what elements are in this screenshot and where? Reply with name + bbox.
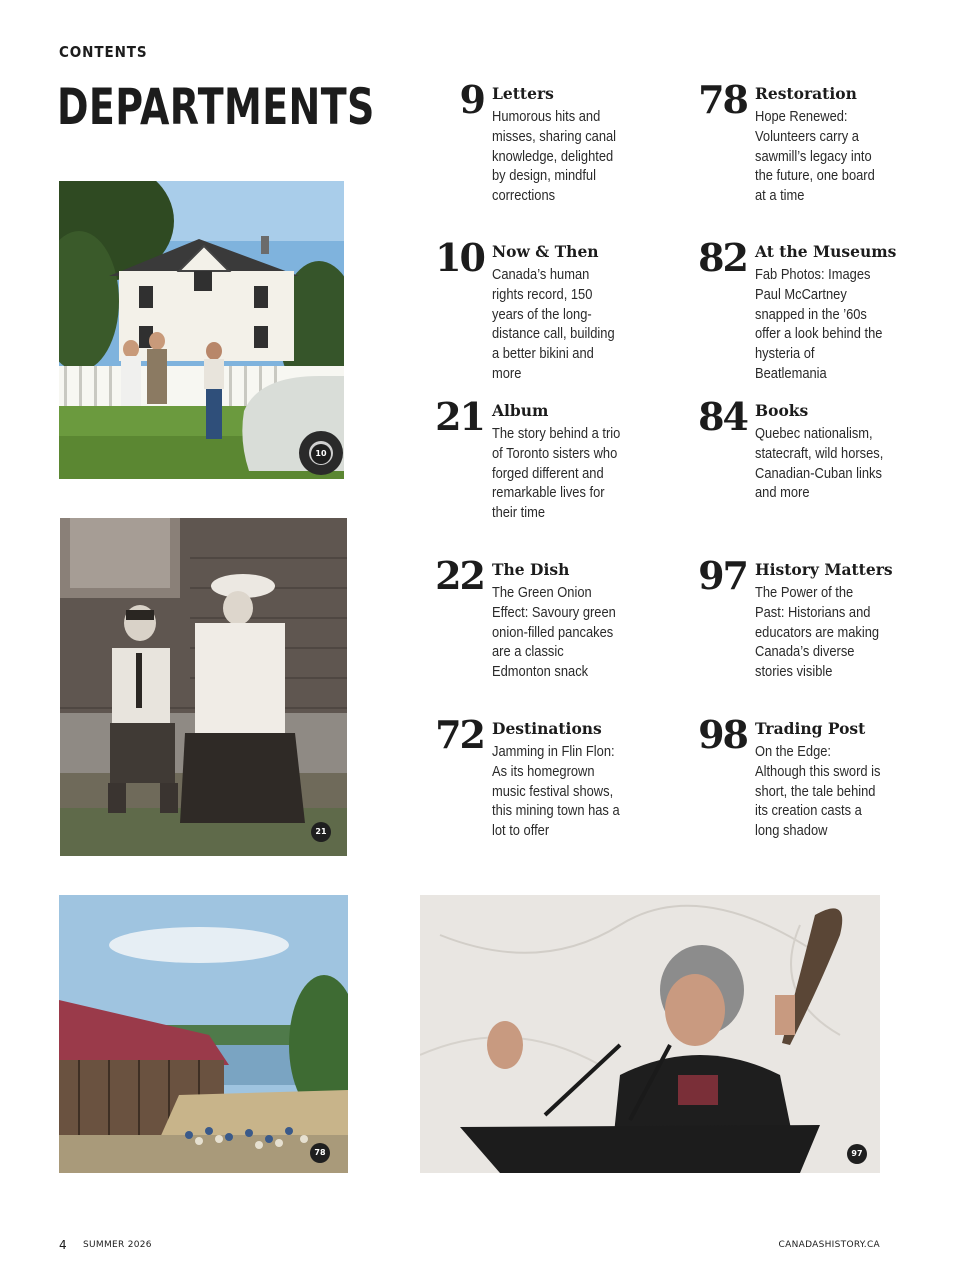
department-entry[interactable] — [432, 394, 662, 551]
entry-description: Humorous hits and misses, sharing canal knowledge, delighted by design, mindful corrections — [492, 108, 617, 205]
page-badge: 21 — [311, 822, 331, 842]
entry-description: Canada’s human rights record, 150 years of the long-distance call, building a better bikini and more — [492, 266, 615, 382]
department-entry[interactable] — [432, 77, 662, 234]
portrait-photo — [60, 518, 347, 856]
entry-title: Books — [755, 401, 809, 420]
speaker-photo — [420, 895, 880, 1173]
entry-description: The Green Onion Effect: Savoury green onion-filled pancakes are a classic Edmonton snack — [492, 584, 616, 681]
entry-title: Album — [492, 401, 549, 420]
entry-title: Letters — [492, 84, 554, 103]
entry-description: On the Edge: Although this sword is short, the tale behind its creation casts a long shadow — [755, 743, 881, 840]
section-kicker: CONTENTS — [59, 43, 148, 61]
entry-title: History Matters — [755, 560, 893, 579]
entry-description: Jamming in Flin Flon: As its homegrown music festival shows, this mining town has a lot to offer — [492, 743, 620, 840]
entry-title: Destinations — [492, 719, 602, 738]
entry-page-number: 97 — [698, 553, 747, 598]
folio-page-number: 4 — [59, 1238, 67, 1252]
page-badge: 78 — [310, 1143, 330, 1163]
department-entry[interactable] — [432, 712, 662, 869]
page-title: DEPARTMENTS — [57, 78, 375, 136]
entry-title: Restoration — [755, 84, 857, 103]
house-photo — [59, 181, 344, 479]
department-entry[interactable] — [432, 553, 662, 710]
entry-page-number: 10 — [435, 235, 484, 280]
entry-description: Hope Renewed: Volunteers carry a sawmill’s legacy into the future, one board at a time — [755, 108, 875, 205]
entry-description: Fab Photos: Images Paul McCartney snapped in the ’60s offer a look behind the hysteria of Beatlemania — [755, 266, 883, 382]
entry-description: The Power of the Past: Historians and educators are making Canada’s diverse stories visible — [755, 584, 880, 681]
entry-title: The Dish — [492, 560, 570, 579]
entry-description: The story behind a trio of Toronto sisters who forged different and remarkable lives for their time — [492, 425, 621, 522]
entry-page-number: 98 — [698, 712, 747, 757]
department-entry[interactable] — [432, 235, 662, 392]
department-entry[interactable] — [695, 235, 925, 392]
page-badge: 97 — [847, 1144, 867, 1164]
department-entry[interactable] — [695, 712, 925, 869]
page-badge: 10 — [311, 444, 331, 464]
entry-page-number: 9 — [459, 77, 484, 122]
department-entry[interactable] — [695, 394, 925, 551]
entry-title: Trading Post — [755, 719, 866, 738]
lake-photo — [59, 895, 348, 1173]
entry-title: Now & Then — [492, 242, 599, 261]
folio-website[interactable]: CANADASHISTORY.CA — [778, 1240, 880, 1250]
entry-description: Quebec nationalism, statecraft, wild horses, Canadian-Cuban links and more — [755, 425, 884, 502]
department-entry[interactable] — [695, 553, 925, 710]
entry-page-number: 22 — [435, 553, 484, 598]
entry-page-number: 72 — [435, 712, 484, 757]
entry-title: At the Museums — [755, 242, 897, 261]
entry-page-number: 82 — [698, 235, 747, 280]
folio-issue: SUMMER 2026 — [83, 1240, 152, 1250]
department-entry[interactable] — [695, 77, 925, 234]
entry-page-number: 84 — [698, 394, 747, 439]
entry-page-number: 21 — [435, 394, 484, 439]
entry-page-number: 78 — [698, 77, 747, 122]
